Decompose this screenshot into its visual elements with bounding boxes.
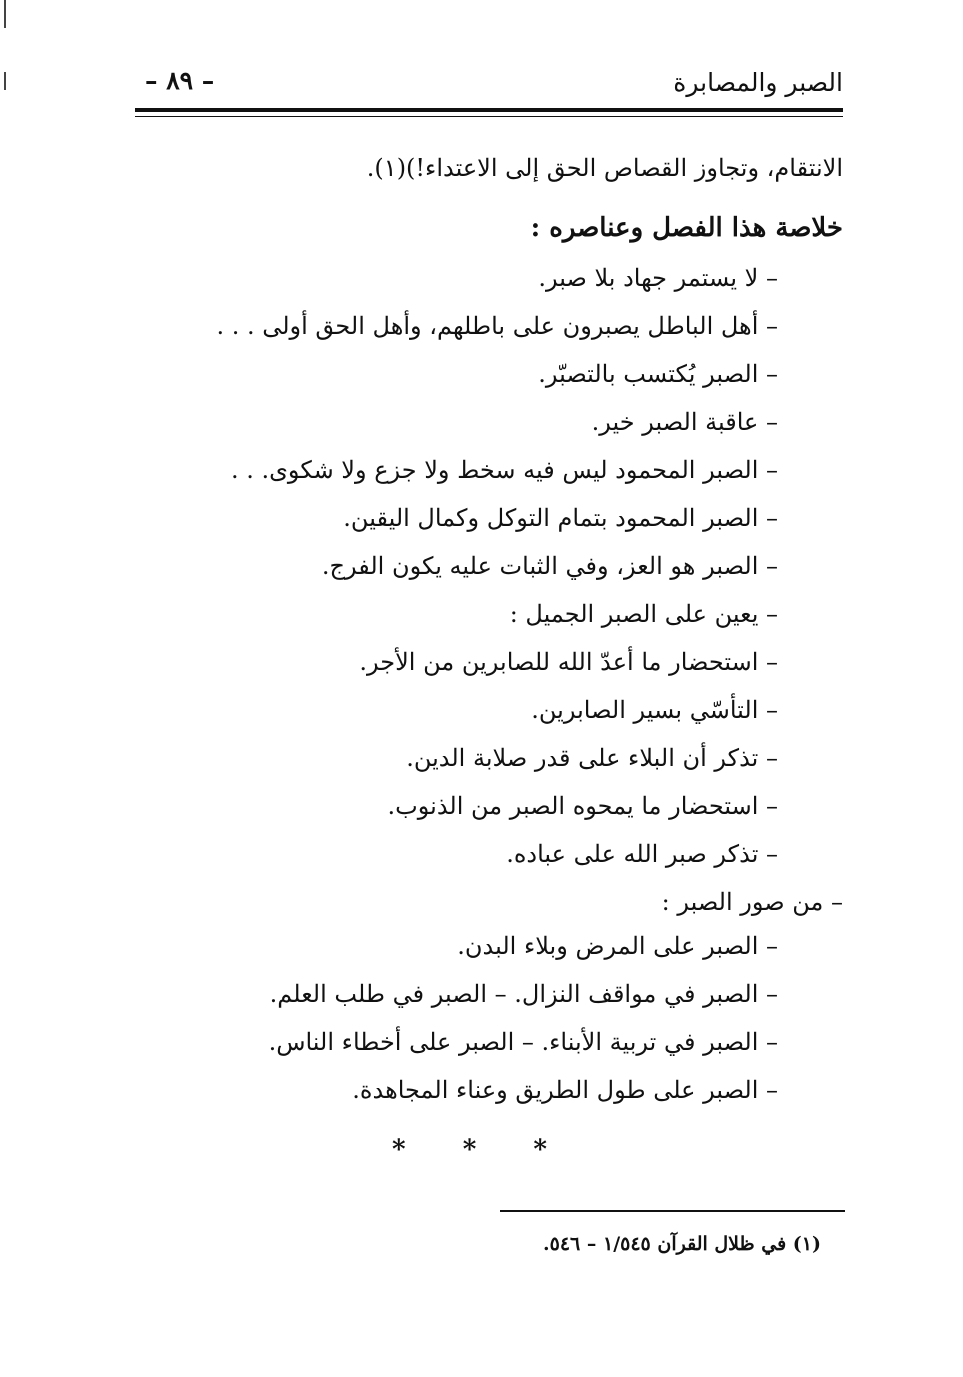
patience-form: – الصبر على طول الطريق وعناء المجاهدة. <box>352 1076 778 1104</box>
summary-point: – تذكر صبر الله على عباده. <box>506 840 778 868</box>
summary-point: – تذكر أن البلاء على قدر صلابة الدين. <box>406 744 778 772</box>
section-heading: خلاصة هذا الفصل وعناصره : <box>530 213 843 243</box>
summary-point: – أهل الباطل يصبرون على باطلهم، وأهل الحق أولى . . . <box>216 312 778 340</box>
opening-line: الانتقام، وتجاوز القصاص الحق إلى الاعتداء!)(١). <box>366 154 843 182</box>
running-header <box>135 60 843 106</box>
summary-point: – الصبر هو العز، وفي الثبات عليه يكون الفرج. <box>321 552 778 580</box>
patience-form: – الصبر في مواقف النزال. – الصبر في طلب العلم. <box>269 980 778 1008</box>
header-title: الصبر والمصابرة <box>673 68 843 97</box>
patience-form: – الصبر على المرض وبلاء البدن. <box>457 932 778 960</box>
section-separator: * * * <box>392 1135 571 1165</box>
header-rule-thick <box>135 108 843 112</box>
patience-form: – الصبر في تربية الأبناء. – الصبر على أخطاء الناس. <box>268 1028 778 1056</box>
footnote-rule <box>500 1210 845 1212</box>
summary-point: – لا يستمر جهاد بلا صبر. <box>538 264 778 292</box>
scan-margin-mark <box>4 0 6 28</box>
summary-point: – الصبر يُكتسب بالتصبّر. <box>538 360 778 388</box>
summary-point: – استحضار ما أعدّ الله للصابرين من الأجر. <box>359 648 778 676</box>
forms-heading: – من صور الصبر : <box>661 888 843 916</box>
header-rule-thin <box>135 116 843 117</box>
scan-margin-mark <box>4 72 6 90</box>
summary-point: – الصبر المحمود بتمام التوكل وكمال اليقين. <box>343 504 778 532</box>
footnote: (١) في ظلال القرآن ١/٥٤٥ – ٥٤٦. <box>543 1233 821 1255</box>
page-number: – ٨٩ – <box>145 66 215 95</box>
summary-point: – استحضار ما يمحوه الصبر من الذنوب. <box>387 792 778 820</box>
summary-point: – التأسّي بسير الصابرين. <box>531 696 778 724</box>
summary-point: – عاقبة الصبر خير. <box>591 408 778 436</box>
summary-point: – الصبر المحمود ليس فيه سخط ولا جزع ولا شكوى. . . <box>230 456 778 484</box>
summary-point: – يعين على الصبر الجميل : <box>509 600 778 628</box>
